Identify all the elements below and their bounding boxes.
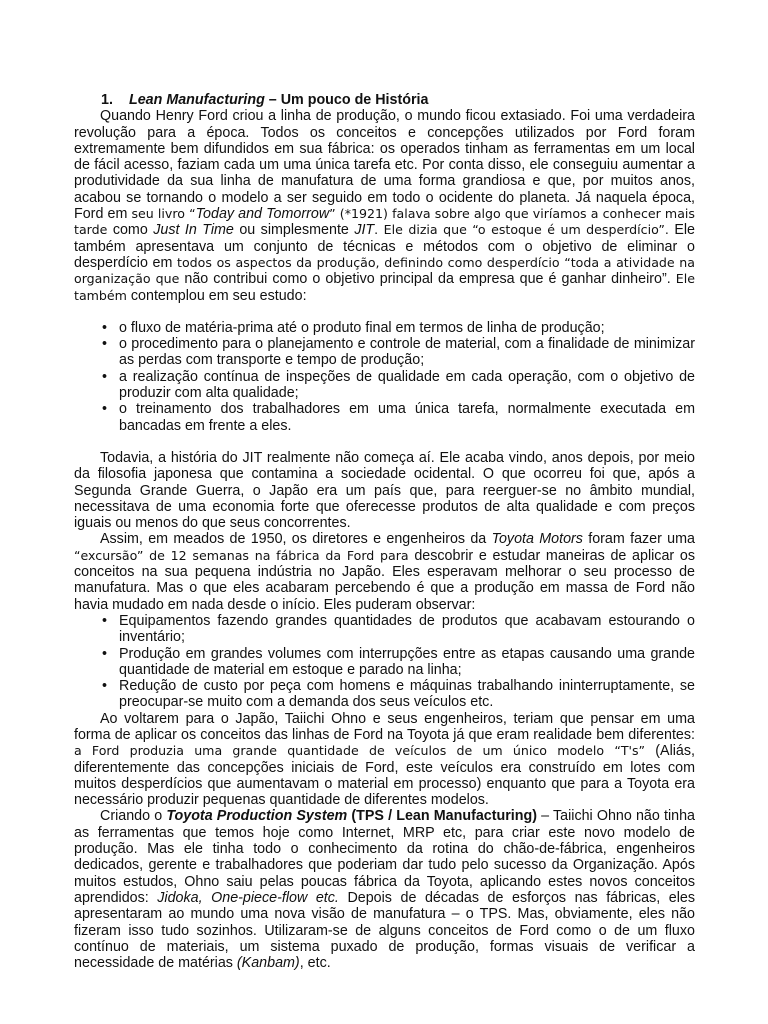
p3-company: Toyota Motors — [491, 531, 583, 548]
paragraph-jit-origin: Todavia, a história do JIT realmente não começa aí. Ele acaba vindo, anos depois, por meio da filosofia japonesa que contamina a sociedade ocidental. O que ocorreu foi que, após a Segunda Grande Guerra, o Japão era um país que, para reerguer-se no âmbito mundial, necessitava de uma economia forte que oferecesse produtos de alta qualidade e com preços iguais ou menos do que seus concorrentes. — [74, 449, 695, 532]
list-item: • Redução de custo por peça com homens e máquinas trabalhando ininterruptamente, se preocupar-se muito com a demanda dos seus veículos etc. — [74, 678, 695, 711]
p1-jit-long: Just In Time — [153, 222, 234, 239]
p1-text-c: ” (*1921) falava sobre algo que viríamos a conhecer mais tarde — [74, 206, 695, 238]
section-heading — [74, 92, 695, 108]
p1-text-h: todos os aspectos da produção, definindo como desperdício “toda a atividade na organização que — [74, 254, 695, 287]
p1-text-a: Quando Henry Ford criou a linha de produção, o mundo ficou extasiado. Foi uma verdadeira revolução para a época. Todos os conceitos e concepções utilizados por Ford foram extremamente bem difundidos em sua fábrica: os operados tinham as ferramentas em um local de fácil acesso, faziam cada um uma única tarefa etc. Por conta disso, ele conseguiu aumentar a produtividade da sua linha de manufatura de uma forma grandiosa e que, por muitos anos, acabou se tornando o modelo a ser seguido em todo o ocidente do planeta. Já naquela época, Ford em — [74, 108, 695, 223]
p5-text-d: Depois de décadas de esforços nas fábricas, eles apresentaram ao mundo uma nova visão de manufatura – o TPS. Mas, obviamente, eles não fizeram isso tudo sozinhos. Utilizaram-se de alguns conceitos de Ford como o de um fluxo contínuo de materiais, um sistema puxado de produção, formas visuais de verificar a necessidade de matérias — [74, 889, 696, 972]
p1-text-g: Ele também apresentava um conjunto de técnicas e métodos com o objetivo de eliminar o desperdício em — [74, 222, 695, 271]
p4-text-b: a Ford produzia uma grande quantidade de veículos de um único modelo “T's” — [74, 743, 646, 759]
paragraph-return-japan — [74, 711, 695, 809]
p3-text-b: foram fazer uma — [582, 531, 695, 548]
document-page — [74, 92, 695, 971]
p5-tps-lean: (TPS / Lean Manufacturing) — [347, 808, 537, 825]
heading-title-rest: – Um pouco de História — [264, 92, 429, 108]
ford-concepts-list — [74, 320, 695, 434]
p5-kanban: (Kanbam) — [236, 955, 300, 972]
p5-text-a: Criando o — [100, 808, 167, 825]
paragraph-toyota-visit — [74, 531, 695, 612]
p1-text-d: como — [112, 222, 154, 239]
p4-text-c: (Aliás, diferentemente das concepções iniciais de Ford, este veículos era construído em lotes com muitos desperdícios que aumentavam o material em processo) enquanto que para a Toyota era necessário produzir pequenas quantidade de diferentes modelos. — [74, 743, 695, 809]
paragraph-tps — [74, 808, 695, 971]
heading-number: 1. — [101, 92, 113, 108]
p5-concepts: Jidoka, One-piece-flow etc. — [157, 889, 339, 906]
p1-book-title: Today and Tomorrow — [195, 206, 330, 223]
p3-text-c: “excursão” de 12 semanas na fábrica da Ford para — [74, 547, 415, 563]
p1-text-k: contemplou em seu estudo: — [126, 287, 307, 304]
list-item: • o fluxo de matéria-prima até o produto final em termos de linha de produção; — [74, 320, 695, 336]
list-item: • o procedimento para o planejamento e controle de material, com a finalidade de minimizar as perdas com transporte e tempo de produção; — [74, 336, 695, 369]
list-item: • Equipamentos fazendo grandes quantidades de produtos que acabavam estourando o inventário; — [74, 613, 695, 646]
p4-text-a: Ao voltarem para o Japão, Taiichi Ohno e seus engenheiros, teriam que pensar em uma forma de aplicar os conceitos das linhas de Ford na Toyota já que eram realidade bem diferentes: — [74, 710, 695, 743]
p1-text-f: . Ele dizia que “o estoque é um desperdício”. — [374, 222, 669, 238]
p1-jit: JIT — [354, 222, 375, 239]
p3-text-a: Assim, em meados de 1950, os diretores e engenheiros da — [100, 531, 492, 548]
p1-text-e: ou simplesmente — [233, 222, 355, 239]
p1-text-b: seu livro “ — [131, 206, 196, 222]
spacer — [74, 434, 695, 450]
list-item: • Produção em grandes volumes com interrupções entre as etapas causando uma grande quantidade de material em estoque e parado na linha; — [74, 646, 695, 679]
p3-text-d: descobrir e estudar maneiras de aplicar os conceitos na sua pequena indústria no Japão. Eles esperavam melhorar o seu processo de manufatura. Mas o que eles acabaram percebendo é que a produção em massa de Ford não havia mudado em nada desde o início. Eles puderam observar: — [74, 547, 695, 613]
list-item: • o treinamento dos trabalhadores em uma única tarefa, normalmente executada em bancadas em frente a eles. — [74, 401, 695, 434]
paragraph-ford-history — [74, 108, 695, 304]
list-item: • a realização contínua de inspeções de qualidade em cada operação, com o objetivo de produzir com alta qualidade; — [74, 369, 695, 402]
p1-text-i: não contribui como o objetivo principal da empresa que é ganhar dinheiro”. — [179, 271, 671, 288]
spacer — [74, 304, 695, 320]
heading-title-italic: Lean Manufacturing — [128, 92, 265, 108]
p5-text-c: – Taiichi Ohno não tinha as ferramentas que temos hoje como Internet, MRP etc, para criar este novo modelo de produção. Mas ele tinha todo o conhecimento da rotina do chão-de-fábrica, engenheiros dedicados, gerente e trabalhadores que poderiam dar tudo pelo sucesso da Organização. Após muitos estudos, Ohno saiu pelas poucas fábrica da Toyota, aplicando estes novos conceitos aprendidos: — [74, 808, 695, 906]
p5-tps: Toyota Production System — [166, 808, 348, 825]
observations-list — [74, 613, 695, 711]
p1-text-j: Ele também — [74, 271, 695, 303]
p5-text-e: , etc. — [299, 955, 331, 972]
